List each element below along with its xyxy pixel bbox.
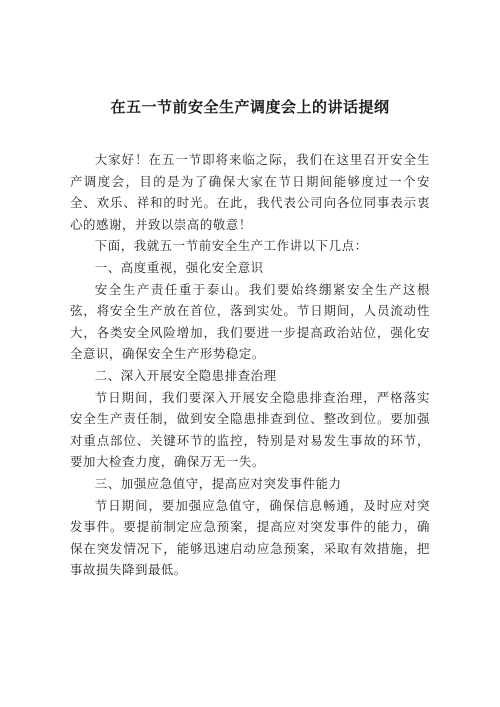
paragraph-greeting: 大家好！在五一节即将来临之际，我们在这里召开安全生产调度会，目的是为了确保大家在节日期间能够度过一个安全、欢乐、祥和的时光。在此，我代表公司向各位同事表示衷心的感谢，并致以崇高的敬意！ — [70, 152, 430, 232]
document-title: 在五一节前安全生产调度会上的讲话提纲 — [110, 98, 390, 116]
section-heading-1: 一、高度重视，强化安全意识 — [94, 259, 264, 275]
section-heading-2: 二、深入开展安全隐患排查治理 — [94, 367, 277, 383]
section-body-2: 节日期间，我们要深入开展安全隐患排查治理，严格落实安全生产责任制，做到安全隐患排查到位、整改到位。要加强对重点部位、关键环节的监控，特别是对易发生事故的环节，要加大检查力度，确保万无一失。 — [70, 389, 430, 470]
paragraph-intro: 下面，我就五一节前安全生产工作讲以下几点： — [94, 238, 368, 254]
section-body-3: 节日期间，要加强应急值守，确保信息畅通，及时应对突发事件。要提前制定应急预案，提高应对突发事件的能力，确保在突发情况下，能够迅速启动应急预案，采取有效措施，把事故损失降到最低。 — [70, 497, 430, 578]
section-heading-3: 三、加强应急值守，提高应对突发事件能力 — [94, 475, 342, 491]
section-body-1: 安全生产责任重于泰山。我们要始终绷紧安全生产这根弦，将安全生产放在首位，落到实处。节日期间，人员流动性大，各类安全风险增加，我们要进一步提高政治站位，强化安全意识，确保安全生产形势稳定。 — [70, 281, 430, 362]
